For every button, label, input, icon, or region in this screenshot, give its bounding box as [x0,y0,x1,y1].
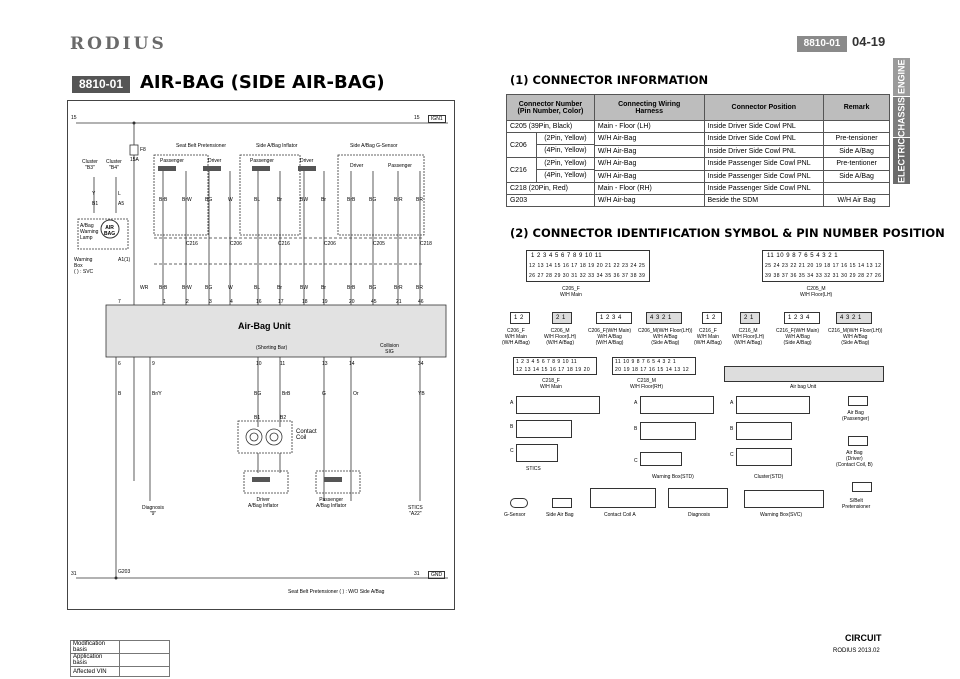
pin-b1: B1 [92,201,99,207]
fuse-label: F8 [140,147,146,153]
cell-position: Inside Passenger Side Cowl PNL [704,170,824,183]
table-row [507,133,890,146]
shorting-bar: (Shorting Bar) [256,345,288,351]
small-connector [784,312,820,324]
cell-position: Inside Passenger Side Cowl PNL [704,183,824,195]
pret-passenger: Passenger [160,158,184,164]
small-connector [740,312,760,324]
wire-or: Or [353,391,359,397]
row-a-1: A [510,400,514,406]
footer-section: CIRCUIT [845,633,882,643]
driver-inflator-label: Driver A/Bag Inflator [248,497,279,509]
connector-warning-b [640,422,696,440]
col-harness: Connecting Wiring Harness [594,95,704,121]
cell-num: C218 (20Pin, Red) [507,183,595,195]
pin-row: 1 2 [514,315,524,321]
small-connector-label: C216_F W/H Main (W/H A/Bag) [694,328,722,346]
unit-pin-20: 20 [349,299,355,305]
wire-top-9: BrB [347,197,356,203]
group-side-inflator: Side A/Bag Inflator [256,143,298,149]
pin-row: 26 27 28 29 30 31 32 33 34 35 36 37 38 39 [529,273,646,279]
cell-harness: W/H Air-Bag [594,145,704,158]
cell-harness: W/H Air-bag [594,195,704,207]
cluster-b4: Cluster "B4" [106,159,122,171]
unit-pin-19: 19 [322,299,328,305]
table-row [507,195,890,207]
conn-c216-a: C216 [186,241,198,247]
label-warning-svc: Warning Box(SVC) [760,512,803,518]
unit-pin-17: 17 [278,299,284,305]
conn-c206-b: C206 [324,241,336,247]
label-c205f: C205_F W/H Main [560,286,582,298]
cell-remark: Side A/Bag [824,145,890,158]
small-connector-label: C206_F W/H Main (W/H A/Bag) [502,328,530,346]
cell-remark [824,121,890,133]
cell-harness: W/H Air-Bag [594,133,704,146]
connector-cluster-a [736,396,810,414]
lower-pin-6: 6 [118,361,121,367]
bus15-left: 15 [71,115,77,121]
wire-b: B [118,391,122,397]
row-c-3: C [730,452,734,458]
brand-logo: RODIUS [70,34,167,54]
wire-bot-10: BG [369,285,377,291]
wire-top-5: BL [254,197,261,203]
fuse-amp: 15A [130,157,139,163]
warning-box-label: Warning Box ( ) : SVC [74,257,94,275]
pret-driver: Driver [208,158,222,164]
tab-chassis[interactable]: CHASSIS [893,97,910,137]
label-gsensor: G-Sensor [504,512,526,518]
connector-warning-c [640,452,682,466]
row-c-1: C [510,448,514,454]
col-remark: Remark [824,95,890,121]
pin-row: 4 3 2 1 [650,315,672,321]
wire-top-10: BG [369,197,377,203]
wire-bot-7: BW [300,285,309,291]
pin-row: 12 13 14 15 16 17 18 19 20 21 22 23 24 25 [529,263,646,269]
connector-pretensioner [852,482,872,492]
unit-pin-3: 3 [209,299,212,305]
tab-engine[interactable]: ENGINE [893,58,910,96]
diagnosis-label: Diagnosis "9" [142,505,164,517]
col-position: Connector Position [704,95,824,121]
connector-info-table [506,94,890,207]
connector-id-heading: (2) CONNECTOR IDENTIFICATION SYMBOL & PIN NUMBER POSITION [510,226,945,240]
unit-pin-7: 7 [118,299,121,305]
connector-c205f [526,250,650,282]
inflator-passenger: Passenger [250,158,274,164]
unit-pin-18: 18 [302,299,308,305]
connector-warning-a [640,396,714,414]
label-diagnosis: Diagnosis [688,512,710,518]
lower-pin-34: 34 [418,361,424,367]
coil-b2: B2 [280,415,287,421]
wire-bry: Br/Y [152,391,162,397]
wire-wr: WR [140,285,149,291]
label-c218m: C218_M W/H Floor(RH) [630,378,664,390]
row-a-2: A [634,400,638,406]
pin-row: 2 1 [744,315,754,321]
lower-pin-10: 10 [256,361,262,367]
conn-c206-a: C206 [230,241,242,247]
revision-table [70,640,170,677]
unit-pin-46: 46 [418,299,424,305]
row-a-3: A [730,400,734,406]
pin-row: 1 2 3 4 5 6 7 8 9 10 11 [531,253,603,259]
label-cluster-std: Cluster(STD) [754,474,784,480]
connector-contact-coil-a [590,488,656,508]
cell-harness: W/H Air-Bag [594,158,704,171]
wire-top-3: BG [205,197,213,203]
airbag-unit-label: Air-Bag Unit [238,321,291,331]
page-number: 04-19 [852,34,886,49]
small-connector [836,312,872,324]
section-code: 8810-01 [72,76,130,93]
wire-top-4: W [228,197,233,203]
connector-c218m [612,357,696,375]
pin-row: 1 2 3 4 [600,315,622,321]
connector-gsensor [510,498,528,508]
connector-diagnosis [668,488,728,508]
unit-pin-1: 1 [163,299,166,305]
unit-pin-16: 16 [256,299,262,305]
modification-basis: Modification basis [71,641,120,654]
row-b-1: B [510,424,514,430]
small-connector-label: C216_M(W/H Floor(LH)) W/H A/Bag (Side A/Bag) [828,328,883,346]
unit-pin-45: 45 [371,299,377,305]
bus31-right: 31 [414,571,420,577]
cell-remark [824,183,890,195]
small-connector [510,312,530,324]
cell-num: C206 (2Pin, Yellow) (4Pin, Yellow) [507,133,595,158]
small-connector [552,312,572,324]
cell-remark: Side A/Bag [824,170,890,183]
label-pretensioner: S/Belt Pretensioner [842,498,871,510]
connector-c218f [513,357,597,375]
affected-vin: Affected VIN [71,667,120,677]
wire-yb: YB [418,391,425,397]
table-row [507,183,890,195]
pin-row: 25 24 23 22 21 20 19 18 17 16 15 14 13 12 [765,263,882,269]
table-row [507,121,890,133]
cell-position: Inside Driver Side Cowl PNL [704,145,824,158]
inflator-driver: Driver [300,158,314,164]
wire-top-2: BrW [182,197,192,203]
gsensor-passenger: Passenger [388,163,412,169]
connector-c205m [762,250,884,282]
unit-pin-2: 2 [186,299,189,305]
cell-remark: Pre-tentioner [824,158,890,171]
group-pretensioner: Seat Belt Pretensioner [176,143,227,149]
schematic-footnote: Seat Belt Pretensioner ( ) : W/O Side A/Bag [288,589,385,595]
wire-bot-3: BG [205,285,213,291]
table-row [507,158,890,171]
g203-label: G203 [118,569,131,575]
connector-ab-passenger [848,396,868,406]
wire-bot-5: BL [254,285,261,291]
cell-position: Inside Driver Side Cowl PNL [704,121,824,133]
wire-bot-4: W [228,285,233,291]
wire-brb: BrB [282,391,291,397]
label-contact-coil-a: Contact Coil A [604,512,636,518]
schematic-lines [68,101,456,611]
wire-top-1: BrB [159,197,168,203]
row-b-2: B [634,426,638,432]
lower-pin-9: 9 [152,361,155,367]
cell-position: Inside Passenger Side Cowl PNL [704,158,824,171]
tab-electric[interactable]: ELECTRIC [893,138,910,184]
conn-c218: C218 [420,241,432,247]
small-connector-label: C216_F(W/H Main) W/H A/Bag (Side A/Bag) [776,328,820,346]
contact-coil-label: Contact Coil [296,429,317,441]
cell-num: G203 [507,195,595,207]
wire-top-8: Br [321,197,326,203]
wire-top-12: BR [416,197,423,203]
footer-model: RODIUS 2013.02 [833,648,880,654]
col-connector-number: Connector Number (Pin Number, Color) [507,95,595,121]
pin-a5: A5 [118,201,125,207]
label-warning-std: Warning Box(STD) [652,474,694,480]
bus15-right: 15 [414,115,420,121]
wire-bot-11: BrR [394,285,403,291]
coil-b1: B1 [254,415,261,421]
wire-l: L [118,191,121,197]
row-c-2: C [634,458,638,464]
cell-position: Beside the SDM [704,195,824,207]
stics-label: STICS "A22" [408,505,423,517]
wire-top-7: BW [300,197,309,203]
wire-top-6: Br [277,197,282,203]
pin-row: 11 10 9 8 7 6 5 4 3 2 1 [767,253,839,259]
wire-bg: BG [254,391,262,397]
small-connector-label: C206_M(W/H Floor(LH)) W/H A/Bag (Side A/Bag) [638,328,693,346]
small-connector-label: C206_F(W/H Main) W/H A/Bag (W/H A/Bag) [588,328,632,346]
collision-sig: Collision SIG [380,343,399,355]
unit-pin-4: 4 [230,299,233,305]
connector-side-airbag [552,498,572,508]
lower-pin-11: 11 [280,361,286,367]
cell-harness: Main - Floor (LH) [594,121,704,133]
label-ab-passenger: Air Bag (Passenger) [842,410,870,422]
cell-harness: Main - Floor (RH) [594,183,704,195]
connector-stics-a [516,396,600,414]
wire-bot-2: BrW [182,285,192,291]
gnd-tag: GND [428,571,445,579]
header-code-badge: 8810-01 [797,36,847,52]
group-gsensor: Side A/Bag G-Sensor [350,143,398,149]
ign1-tag: IGN1 [428,115,446,123]
label-stics: STICS [526,466,541,472]
wire-bot-12: BR [416,285,423,291]
wiring-schematic [67,100,455,610]
pin-row: 20 19 18 17 16 15 14 13 12 [615,367,690,373]
connector-stics-b [516,420,572,438]
label-c205m: C205_M W/H Floor(LH) [800,286,833,298]
pin-row: 2 1 [556,315,566,321]
wire-bot-9: BrB [347,285,356,291]
connector-ab-driver [848,436,868,446]
gsensor-driver: Driver [350,163,364,169]
conn-c205: C205 [373,241,385,247]
cell-num: C205 (39Pin, Black) [507,121,595,133]
cell-harness: W/H Air-Bag [594,170,704,183]
small-connector-label: C216_M W/H Floor(LH) (W/H A/Bag) [732,328,765,346]
pin-row: 1 2 [706,315,716,321]
pin-row: 11 10 9 8 7 6 5 4 3 2 1 [615,359,677,365]
connector-stics-c [516,444,558,462]
pin-row: 12 13 14 15 16 17 18 19 20 [516,367,591,373]
small-connector [596,312,632,324]
connector-airbag-unit [724,366,884,382]
connector-warning-svc [744,490,824,508]
cell-remark: W/H Air Bag [824,195,890,207]
cell-remark: Pre-tensioner [824,133,890,146]
connector-cluster-c [736,448,792,466]
wire-bot-6: Br [277,285,282,291]
lower-pin-14: 14 [349,361,355,367]
wire-y: Y [92,191,96,197]
unit-pin-21: 21 [396,299,402,305]
pin-row: 4 3 2 1 [840,315,862,321]
connector-info-heading: (1) CONNECTOR INFORMATION [510,73,709,87]
pin-row: 1 2 3 4 [788,315,810,321]
bus31-left: 31 [71,571,77,577]
airbag-lamp-icon: AIR BAG [104,225,116,237]
row-b-3: B [730,426,734,432]
label-airbag-unit: Air bag Unit [790,384,817,390]
label-ab-driver: Air Bag (Driver) (Contact Coil, B) [836,450,873,468]
passenger-inflator-label: Passenger A/Bag Inflator [316,497,347,509]
wire-g: G [322,391,326,397]
connector-cluster-b [736,422,792,440]
small-connector [646,312,682,324]
small-connector [702,312,722,324]
label-c218f: C218_F W/H Main [540,378,562,390]
pin-a1: A1(1) [118,257,131,263]
application-basis: Application basis [71,654,120,667]
small-connector-label: C206_M W/H Floor(LH) (W/H A/Bag) [544,328,577,346]
wire-top-11: BrR [394,197,403,203]
pin-row: 39 38 37 36 35 34 33 32 31 30 29 28 27 26 [765,273,882,279]
section-title: AIR-BAG (SIDE AIR-BAG) [140,72,385,93]
label-side-airbag: Side Air Bag [546,512,574,518]
conn-c216-b: C216 [278,241,290,247]
cell-num: C216 (2Pin, Yellow) (4Pin, Yellow) [507,158,595,183]
lower-pin-13: 13 [322,361,328,367]
lamp-label: A/Bag Warning Lamp [80,223,99,241]
wire-bot-8: Br [321,285,326,291]
cluster-b3: Cluster "B3" [82,159,98,171]
wire-bot-1: BrB [159,285,168,291]
pin-row: 1 2 3 4 5 6 7 8 9 10 11 [516,359,578,365]
cell-position: Inside Driver Side Cowl PNL [704,133,824,146]
